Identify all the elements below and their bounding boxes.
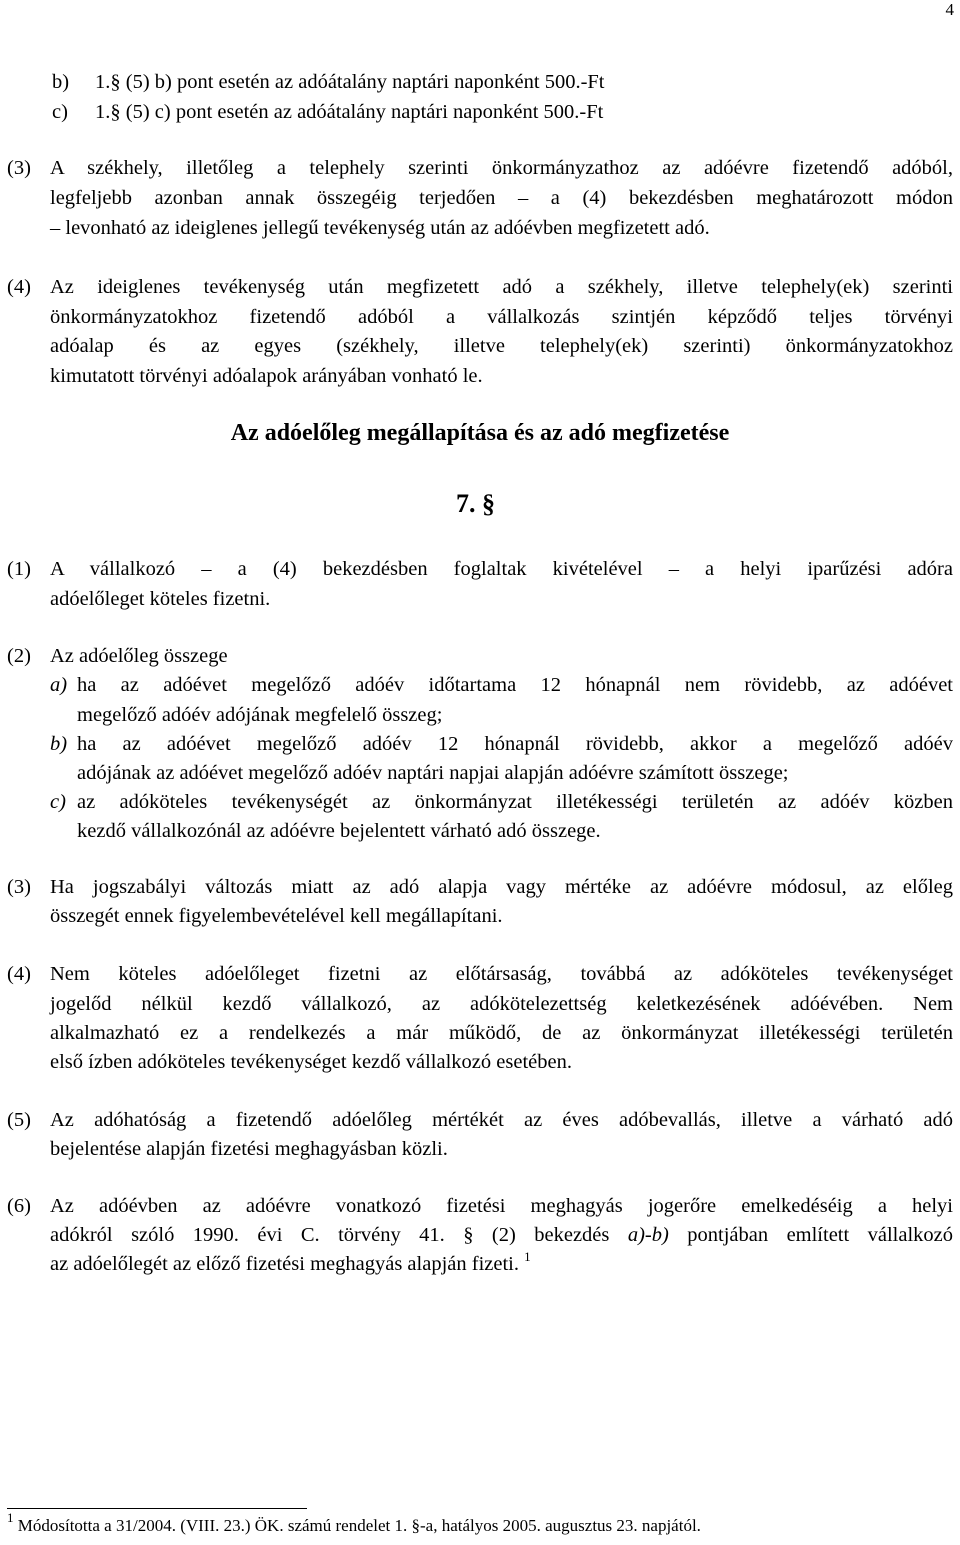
section-6-number: (6) xyxy=(7,1195,31,1217)
section-4-line-2: jogelőd nélkül kezdő vállalkozó, az adókötelezettség keletkezésének adóévében. Nem xyxy=(50,993,953,1015)
section-2-c-line-2: kezdő vállalkozónál az adóévre bejelentett várható adó összege. xyxy=(77,820,601,842)
list-item-c-label: c) xyxy=(52,101,68,123)
paragraph-4-number: (4) xyxy=(7,276,31,298)
footnote-number: 1 xyxy=(7,1510,14,1525)
section-2-a-line-1: ha az adóévet megelőző adóév időtartama 12 hónapnál nem rövidebb, az adóévet xyxy=(77,674,953,696)
section-6-line-2-post: pontjában említett vállalkozó xyxy=(687,1224,954,1246)
section-2-a-line-2: megelőző adóév adójának megfelelő összeg; xyxy=(77,704,443,726)
section-2-b-line-2: adójának az adóévet megelőző adóév naptári napjai alapján adóévre számított összege; xyxy=(77,762,789,784)
section-5-line-1: Az adóhatóság a fizetendő adóelőleg mértékét az éves adóbevallás, illetve a várható adó xyxy=(50,1109,953,1131)
paragraph-3-line-1: A székhely, illetőleg a telephely szerinti önkormányzathoz az adóévre fizetendő adóból, xyxy=(50,157,953,179)
section-4-line-4: első ízben adóköteles tevékenységet kezdő vállalkozó esetében. xyxy=(50,1051,572,1073)
paragraph-4-line-2: önkormányzatokhoz fizetendő adóból a vállalkozás szintjén képződő teljes törvényi xyxy=(50,306,953,328)
list-item-b-text: 1.§ (5) b) pont esetén az adóátalány naptári naponként 500.-Ft xyxy=(95,71,605,93)
section-4-line-1: Nem köteles adóelőleget fizetni az előtársaság, továbbá az adóköteles tevékenységet xyxy=(50,963,953,985)
list-item-b-label: b) xyxy=(52,71,70,93)
footnote-separator xyxy=(7,1508,307,1509)
page-number: 4 xyxy=(945,0,954,19)
section-6-line-3 xyxy=(50,1250,531,1279)
section-3-line-2: összegét ennek figyelembevételével kell megállapítani. xyxy=(50,905,503,927)
section-3-line-1: Ha jogszabályi változás miatt az adó alapja vagy mértéke az adóévre módosul, az előleg xyxy=(50,876,953,898)
list-item-c-text: 1.§ (5) c) pont esetén az adóátalány naptári naponként 500.-Ft xyxy=(95,101,604,123)
paragraph-4-line-1: Az ideiglenes tevékenység után megfizetett adó a székhely, illetve telephely(ek) szerinti xyxy=(50,276,953,298)
footnote-reference[interactable]: 1 xyxy=(524,1249,531,1264)
section-3-number: (3) xyxy=(7,876,31,898)
footnote xyxy=(7,1510,701,1536)
section-2-b-line-1: ha az adóévet megelőző adóév 12 hónapnál rövidebb, akkor a megelőző adóév xyxy=(77,733,953,755)
section-6-line-2-pre: adókról szóló 1990. évi C. törvény 41. § (2) bekezdés xyxy=(50,1224,610,1246)
section-5-number: (5) xyxy=(7,1109,31,1131)
paragraph-4-line-4: kimutatott törvényi adóalapok arányában vonható le. xyxy=(50,365,483,387)
section-2-intro: Az adóelőleg összege xyxy=(50,645,228,667)
paragraph-3-line-2: legfeljebb azonban annak összegéig terjedően – a (4) bekezdésben meghatározott módon xyxy=(50,187,953,209)
section-6-line-3-text: az adóelőlegét az előző fizetési meghagyás alapján fizeti. xyxy=(50,1253,519,1275)
section-1-number: (1) xyxy=(7,558,31,580)
section-4-number: (4) xyxy=(7,963,31,985)
section-title: Az adóelőleg megállapítása és az adó megfizetése xyxy=(230,420,730,446)
section-2-c-line-1: az adóköteles tevékenységét az önkormányzat illetékességi területén az adóév közben xyxy=(77,791,953,813)
section-6-line-2-italic: a)-b) xyxy=(627,1224,669,1246)
paragraph-3-line-3: – levonható az ideiglenes jellegű tevékenység után az adóévben megfizetett adó. xyxy=(50,217,710,239)
footnote-text: Módosította a 31/2004. (VIII. 23.) ÖK. számú rendelet 1. §-a, hatályos 2005. augusztus 23. napjától. xyxy=(17,1516,701,1535)
section-6-line-1: Az adóévben az adóévre vonatkozó fizetési meghagyás jogerőre emelkedéséig a helyi xyxy=(50,1195,953,1217)
section-2-a-label: a) xyxy=(50,674,68,696)
section-6-line-2 xyxy=(50,1221,953,1250)
section-1-line-2: adóelőleget köteles fizetni. xyxy=(50,588,271,610)
section-4-line-3: alkalmazható ez a rendelkezés a már működő, de az önkormányzat illetékességi területén xyxy=(50,1022,953,1044)
paragraph-4-line-3: adóalap és az egyes (székhely, illetve telephely(ek) szerinti) önkormányzatokhoz xyxy=(50,335,953,357)
paragraph-mark: 7. § xyxy=(456,489,495,518)
section-2-number: (2) xyxy=(7,645,31,667)
section-5-line-2: bejelentése alapján fizetési meghagyásban közli. xyxy=(50,1138,448,1160)
section-2-b-label: b) xyxy=(50,733,68,755)
paragraph-3-number: (3) xyxy=(7,157,31,179)
section-2-c-label: c) xyxy=(50,791,66,813)
section-1-line-1: A vállalkozó – a (4) bekezdésben foglaltak kivételével – a helyi iparűzési adóra xyxy=(50,558,953,580)
